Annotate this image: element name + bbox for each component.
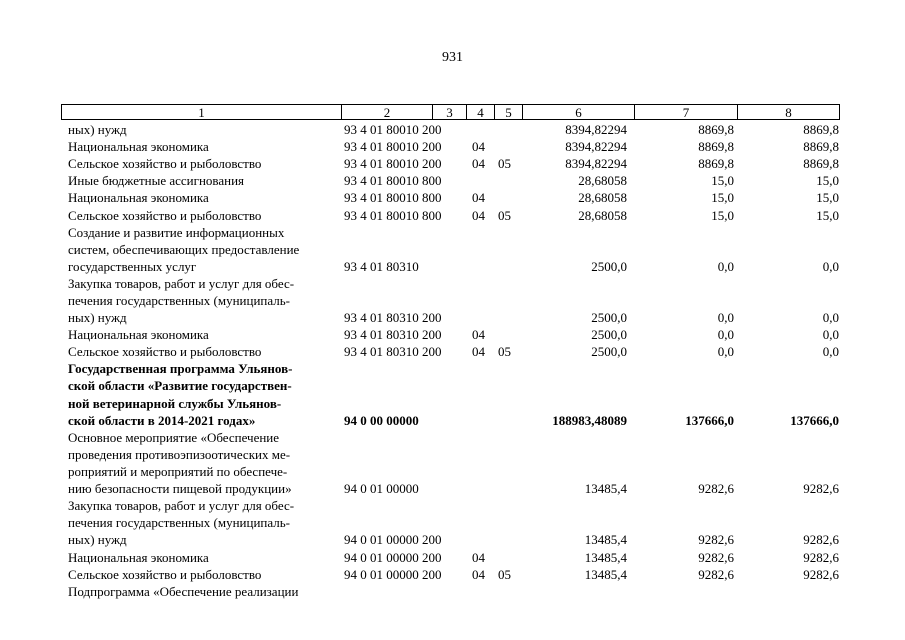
table-row: [0, 224, 905, 275]
row-value-2021: 8869,8: [803, 139, 839, 155]
table-row: [0, 172, 905, 189]
row-value-2021: 0,0: [822, 258, 839, 274]
row-name: Закупка товаров, работ и услуг для обес- печения государственных (муниципаль- ных) нужд: [68, 275, 295, 326]
row-value-2020: 9282,6: [698, 481, 734, 497]
row-value-2021: 137666,0: [790, 412, 839, 428]
row-name: ных) нужд: [68, 122, 127, 137]
row-section: 04: [472, 549, 485, 565]
row-code: 93 4 01 80310 200: [344, 310, 442, 326]
row-name: Сельское хозяйство и рыболовство: [68, 156, 262, 172]
row-name: Основное мероприятие «Обеспечение проведения противоэпизоотических ме- роприятий и мероприятий по обеспече- нию безопасности пищевой продукции»: [68, 429, 292, 497]
table-row: [0, 343, 905, 360]
row-value-2019: 28,68058: [578, 173, 627, 189]
row-value-2019: 2500,0: [591, 327, 627, 343]
row-value-2021: 0,0: [822, 327, 839, 343]
row-name: Национальная экономика: [68, 327, 209, 343]
row-value-2020: 137666,0: [685, 412, 734, 428]
row-value-2021: 9282,6: [803, 549, 839, 565]
table-row: [0, 326, 905, 343]
row-section: 04: [472, 566, 485, 582]
row-value-2021: 15,0: [816, 173, 839, 189]
table-row: [0, 207, 905, 224]
row-value-2021: 9282,6: [803, 481, 839, 497]
table-row: [0, 121, 905, 138]
row-name: Подпрограмма «Обеспечение реализации: [68, 583, 299, 599]
table-row: [0, 497, 905, 548]
header-col-7: 7: [634, 104, 737, 120]
header-col-2: 2: [341, 104, 432, 120]
row-value-2020: 9282,6: [698, 532, 734, 548]
row-section: 04: [472, 156, 485, 172]
row-subsection: 05: [498, 207, 511, 223]
row-value-2019: 13485,4: [584, 566, 627, 582]
table-row: [0, 429, 905, 497]
row-code: 93 4 01 80010 800: [344, 173, 442, 189]
header-col-6: 6: [522, 104, 634, 120]
row-value-2020: 0,0: [717, 344, 734, 360]
row-value-2019: 28,68058: [578, 190, 627, 206]
row-name: Закупка товаров, работ и услуг для обес- печения государственных (муниципаль- ных) нужд: [68, 498, 295, 548]
row-name: Национальная экономика: [68, 549, 209, 565]
table-row: [0, 275, 905, 326]
row-name: Государственная программа Ульянов- ской области «Развитие государствен- ной ветеринарной службы Ульянов- ской области в 2014-2021 годах»: [68, 361, 293, 428]
header-col-4: 4: [466, 104, 494, 120]
row-code: 94 0 00 00000: [344, 412, 419, 428]
header-col-1: 1: [61, 104, 341, 120]
table-row: [0, 155, 905, 172]
row-value-2020: 0,0: [717, 327, 734, 343]
table-row: [0, 549, 905, 566]
row-value-2019: 28,68058: [578, 207, 627, 223]
row-value-2019: 13485,4: [584, 532, 627, 548]
table-row: [0, 583, 905, 600]
row-value-2020: 15,0: [711, 190, 734, 206]
row-value-2020: 15,0: [711, 173, 734, 189]
row-value-2020: 8869,8: [698, 156, 734, 172]
page-number: 931: [442, 50, 463, 65]
row-value-2019: 188983,48089: [552, 412, 627, 428]
row-code: 93 4 01 80010 200: [344, 122, 442, 137]
row-value-2021: 8869,8: [803, 122, 839, 137]
row-code: 94 0 01 00000 200: [344, 566, 442, 582]
row-code: 94 0 01 00000: [344, 481, 419, 497]
row-value-2019: 2500,0: [591, 344, 627, 360]
row-value-2021: 8869,8: [803, 156, 839, 172]
row-code: 93 4 01 80010 800: [344, 190, 442, 206]
row-value-2021: 15,0: [816, 207, 839, 223]
row-value-2019: 13485,4: [584, 481, 627, 497]
row-section: 04: [472, 207, 485, 223]
header-col-5: 5: [494, 104, 522, 120]
table-row: [0, 138, 905, 155]
row-name: Национальная экономика: [68, 139, 209, 155]
row-name: Создание и развитие информационных систем, обеспечивающих предоставление государственных услуг: [68, 224, 300, 274]
row-code: 94 0 01 00000 200: [344, 532, 442, 548]
row-value-2019: 8394,82294: [565, 122, 627, 137]
row-code: 93 4 01 80310 200: [344, 327, 442, 343]
row-name: Сельское хозяйство и рыболовство: [68, 344, 262, 360]
row-value-2019: 8394,82294: [565, 156, 627, 172]
table-row: [0, 189, 905, 206]
row-value-2019: 8394,82294: [565, 139, 627, 155]
row-subsection: 05: [498, 156, 511, 172]
table-row: [0, 566, 905, 583]
table-row: [0, 360, 905, 428]
row-code: 93 4 01 80010 200: [344, 156, 442, 172]
row-value-2021: 0,0: [822, 310, 839, 326]
row-value-2020: 0,0: [717, 258, 734, 274]
header-col-3: 3: [432, 104, 466, 120]
row-code: 93 4 01 80010 800: [344, 207, 442, 223]
row-value-2020: 0,0: [717, 310, 734, 326]
row-code: 94 0 01 00000 200: [344, 549, 442, 565]
row-value-2021: 0,0: [822, 344, 839, 360]
header-col-8: 8: [737, 104, 840, 120]
row-name: Иные бюджетные ассигнования: [68, 173, 245, 189]
row-value-2020: 9282,6: [698, 549, 734, 565]
row-value-2021: 9282,6: [803, 566, 839, 582]
row-name: Национальная экономика: [68, 190, 209, 206]
row-value-2020: 8869,8: [698, 122, 734, 137]
row-section: 04: [472, 344, 485, 360]
row-section: 04: [472, 139, 485, 155]
row-subsection: 05: [498, 344, 511, 360]
row-section: 04: [472, 190, 485, 206]
row-section: 04: [472, 327, 485, 343]
row-name: Сельское хозяйство и рыболовство: [68, 207, 262, 223]
row-value-2019: 13485,4: [584, 549, 627, 565]
row-code: 93 4 01 80010 200: [344, 139, 442, 155]
row-value-2020: 9282,6: [698, 566, 734, 582]
row-name: Сельское хозяйство и рыболовство: [68, 566, 262, 582]
row-code: 93 4 01 80310 200: [344, 344, 442, 360]
row-value-2020: 8869,8: [698, 139, 734, 155]
row-value-2021: 9282,6: [803, 532, 839, 548]
row-value-2021: 15,0: [816, 190, 839, 206]
row-code: 93 4 01 80310: [344, 258, 419, 274]
row-subsection: 05: [498, 566, 511, 582]
row-value-2019: 2500,0: [591, 310, 627, 326]
row-value-2019: 2500,0: [591, 258, 627, 274]
row-value-2020: 15,0: [711, 207, 734, 223]
